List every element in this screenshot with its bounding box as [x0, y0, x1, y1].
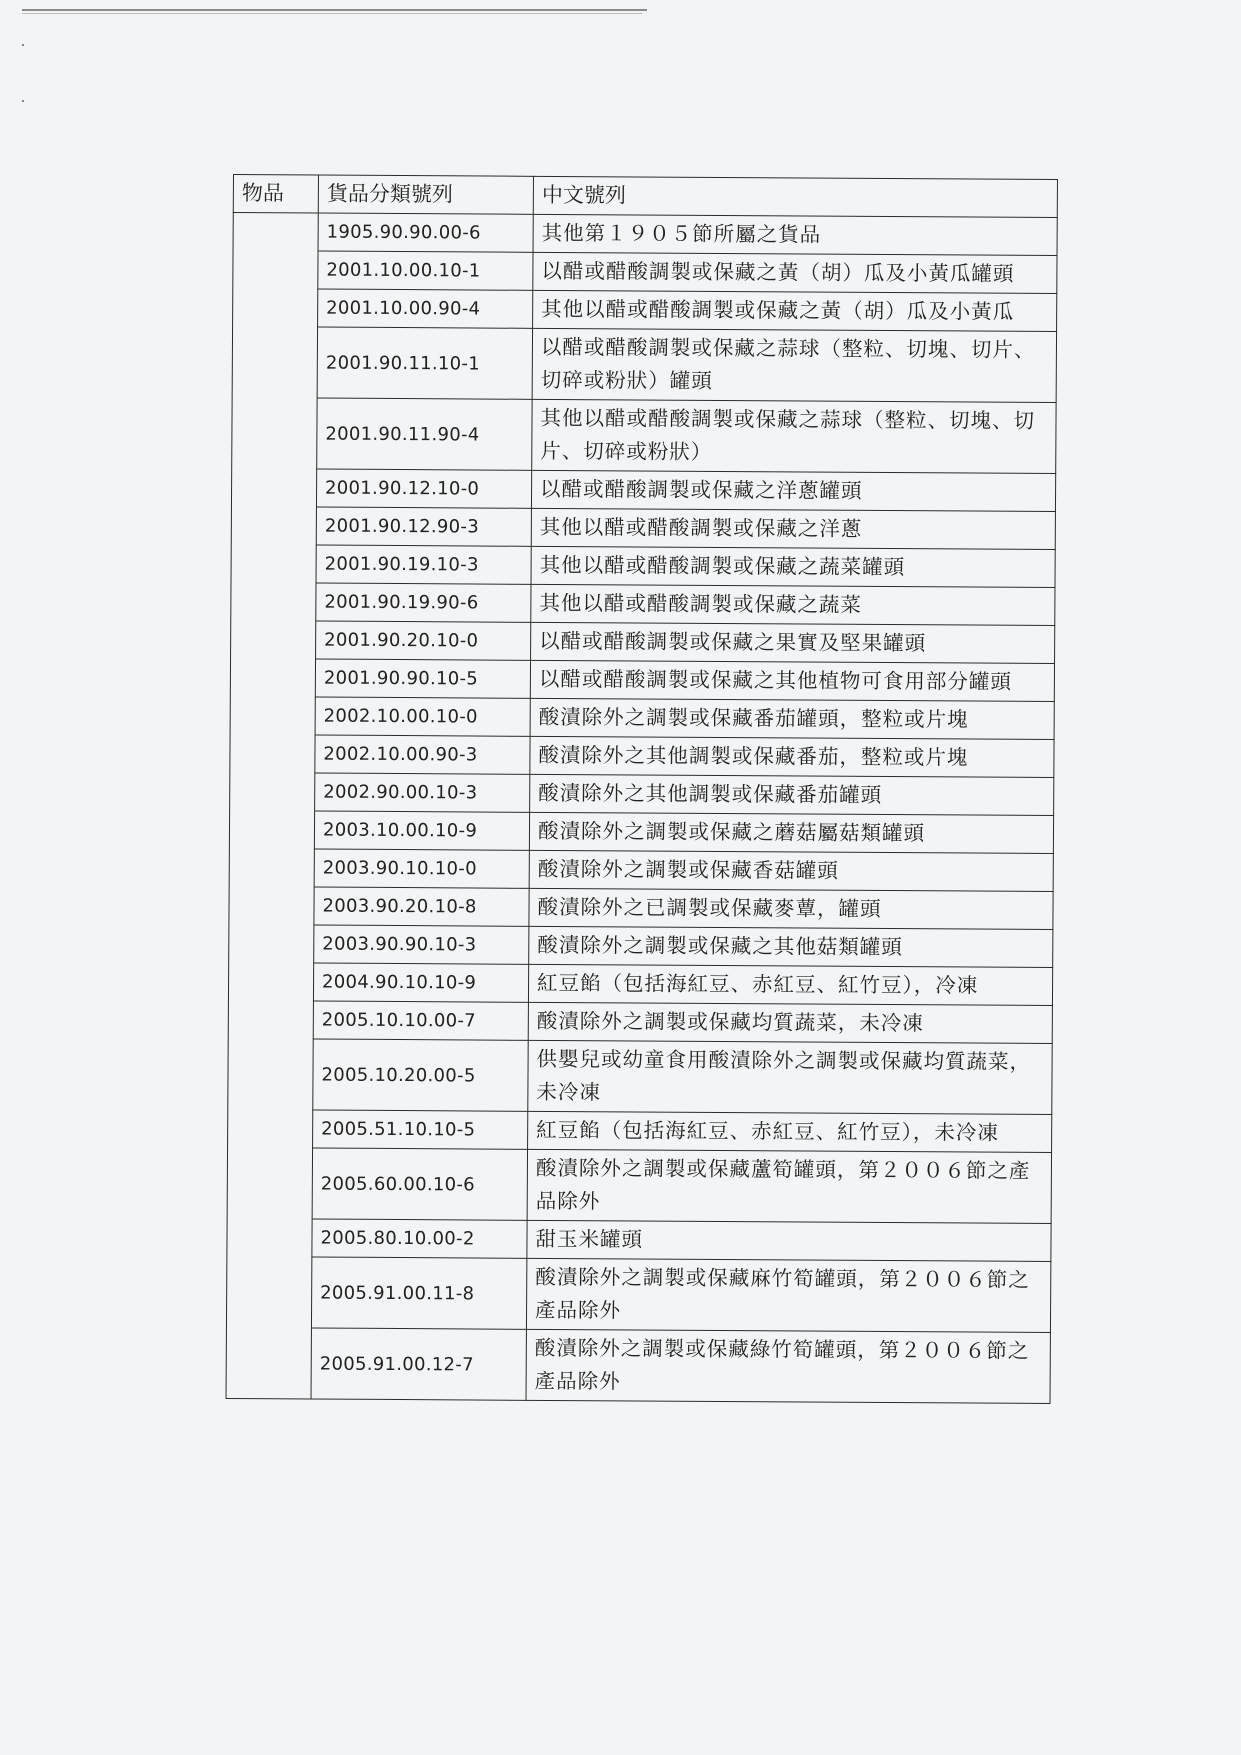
chinese-description-cell: 其他以醋或醋酸調製或保藏之蒜球（整粒、切塊、切片、切碎或粉狀） [532, 399, 1056, 473]
chinese-description-cell: 以醋或醋酸調製或保藏之洋蔥罐頭 [531, 470, 1055, 511]
scan-speck [22, 44, 24, 46]
table-row [231, 506, 1055, 549]
chinese-description-cell: 酸漬除外之調製或保藏香菇罐頭 [529, 850, 1053, 891]
tariff-code-cell: 2005.91.00.11-8 [311, 1257, 526, 1329]
table-row [231, 468, 1055, 511]
tariff-code-cell: 1905.90.90.00-6 [318, 213, 533, 252]
chinese-description-cell: 酸漬除外之調製或保藏麻竹筍罐頭，第２００６節之產品除外 [526, 1258, 1050, 1332]
header-tariff-code: 貨品分類號列 [318, 175, 533, 214]
chinese-description-cell: 以醋或醋酸調製或保藏之蒜球（整粒、切塊、切片、切碎或粉狀）罐頭 [532, 328, 1056, 402]
chinese-description-cell: 酸漬除外之調製或保藏番茄罐頭，整粒或片塊 [530, 698, 1054, 739]
tariff-code-cell: 2005.60.00.10-6 [312, 1148, 527, 1220]
chinese-description-cell: 以醋或醋酸調製或保藏之果實及堅果罐頭 [531, 622, 1055, 663]
table-row [230, 772, 1054, 815]
chinese-description-cell: 甜玉米罐頭 [527, 1220, 1051, 1261]
tariff-code-cell: 2002.90.00.10-3 [315, 773, 530, 812]
tariff-code-cell: 2003.90.10.10-0 [314, 849, 529, 888]
tariff-code-cell: 2001.90.12.10-0 [316, 469, 531, 508]
tariff-code-cell: 2001.90.20.10-0 [316, 621, 531, 660]
table-row [232, 397, 1056, 473]
tariff-code-cell: 2003.10.00.10-9 [314, 811, 529, 850]
tariff-code-cell: 2003.90.20.10-8 [314, 887, 529, 926]
table-row [233, 251, 1057, 294]
chinese-description-cell: 以醋或醋酸調製或保藏之黃（胡）瓜及小黃瓜罐頭 [533, 252, 1057, 293]
tariff-code-cell: 2005.80.10.00-2 [312, 1219, 527, 1258]
table-row [230, 658, 1054, 701]
table-row [227, 1147, 1051, 1223]
chinese-description-cell: 其他以醋或醋酸調製或保藏之洋蔥 [531, 508, 1055, 549]
chinese-description-cell: 酸漬除外之已調製或保藏麥蕈，罐頭 [529, 888, 1053, 929]
table-row [231, 582, 1055, 625]
scan-top-rule [22, 9, 647, 11]
table-header-row [233, 175, 1057, 218]
chinese-description-cell: 其他第１９０５節所屬之貨品 [533, 214, 1057, 255]
chinese-description-cell: 其他以醋或醋酸調製或保藏之黃（胡）瓜及小黃瓜 [533, 290, 1057, 331]
tariff-code-cell: 2002.10.00.10-0 [315, 697, 530, 736]
chinese-description-cell: 以醋或醋酸調製或保藏之其他植物可食用部分罐頭 [530, 660, 1054, 701]
table-row [229, 886, 1053, 929]
scan-top-rule-shadow [22, 13, 642, 14]
table-row [230, 734, 1054, 777]
table-row [226, 1256, 1050, 1332]
tariff-code-cell: 2002.10.00.90-3 [315, 735, 530, 774]
tariff-code-cell: 2001.90.12.90-3 [316, 507, 531, 546]
tariff-code-cell: 2001.90.90.10-5 [315, 659, 530, 698]
table-row [228, 962, 1052, 1005]
scan-speck [22, 100, 24, 102]
chinese-description-cell: 酸漬除外之調製或保藏之其他菇類罐頭 [529, 926, 1053, 967]
table-row [227, 1218, 1051, 1261]
header-item: 物品 [233, 175, 318, 214]
table-row [231, 620, 1055, 663]
table-row [233, 289, 1057, 332]
tariff-code-cell: 2001.90.11.10-1 [317, 327, 532, 399]
chinese-description-cell: 供嬰兒或幼童食用酸漬除外之調製或保藏均質蔬菜，未冷凍 [528, 1040, 1052, 1114]
tariff-code-cell: 2005.10.20.00-5 [313, 1039, 528, 1111]
chinese-description-cell: 其他以醋或醋酸調製或保藏之蔬菜 [531, 584, 1055, 625]
tariff-code-cell: 2005.91.00.12-7 [311, 1328, 526, 1400]
table-row [233, 213, 1057, 256]
table-row [228, 1000, 1052, 1043]
goods-classification-table [226, 174, 1058, 1404]
table-row [229, 924, 1053, 967]
tariff-code-cell: 2001.10.00.10-1 [318, 251, 533, 290]
chinese-description-cell: 酸漬除外之其他調製或保藏番茄，整粒或片塊 [530, 736, 1054, 777]
chinese-description-cell: 酸漬除外之調製或保藏之蘑菇屬菇類罐頭 [529, 812, 1053, 853]
table-row [229, 810, 1053, 853]
tariff-code-cell: 2005.10.10.00-7 [313, 1001, 528, 1040]
table-row [230, 696, 1054, 739]
header-chinese-description: 中文號列 [533, 176, 1057, 217]
tariff-code-cell: 2004.90.10.10-9 [313, 963, 528, 1002]
table-row [226, 1327, 1050, 1403]
chinese-description-cell: 酸漬除外之調製或保藏均質蔬菜，未冷凍 [528, 1002, 1052, 1043]
chinese-description-cell: 酸漬除外之其他調製或保藏番茄罐頭 [530, 774, 1054, 815]
tariff-code-cell: 2005.51.10.10-5 [313, 1110, 528, 1149]
chinese-description-cell: 酸漬除外之調製或保藏綠竹筍罐頭，第２００６節之產品除外 [526, 1329, 1050, 1403]
tariff-code-cell: 2001.90.19.90-6 [316, 583, 531, 622]
table-row [232, 327, 1056, 403]
table-row [228, 1038, 1052, 1114]
chinese-description-cell: 紅豆餡（包括海紅豆、赤紅豆、紅竹豆），未冷凍 [528, 1111, 1052, 1152]
chinese-description-cell: 紅豆餡（包括海紅豆、赤紅豆、紅竹豆），冷凍 [528, 964, 1052, 1005]
tariff-code-cell: 2001.90.19.10-3 [316, 545, 531, 584]
chinese-description-cell: 其他以醋或醋酸調製或保藏之蔬菜罐頭 [531, 546, 1055, 587]
item-cell [226, 213, 318, 1399]
table-row [231, 544, 1055, 587]
table-row [228, 1109, 1052, 1152]
chinese-description-cell: 酸漬除外之調製或保藏蘆筍罐頭，第２００６節之產品除外 [527, 1149, 1051, 1223]
tariff-code-cell: 2001.90.11.90-4 [317, 398, 532, 470]
tariff-code-cell: 2001.10.00.90-4 [318, 289, 533, 328]
table-row [229, 848, 1053, 891]
tariff-code-cell: 2003.90.90.10-3 [314, 925, 529, 964]
